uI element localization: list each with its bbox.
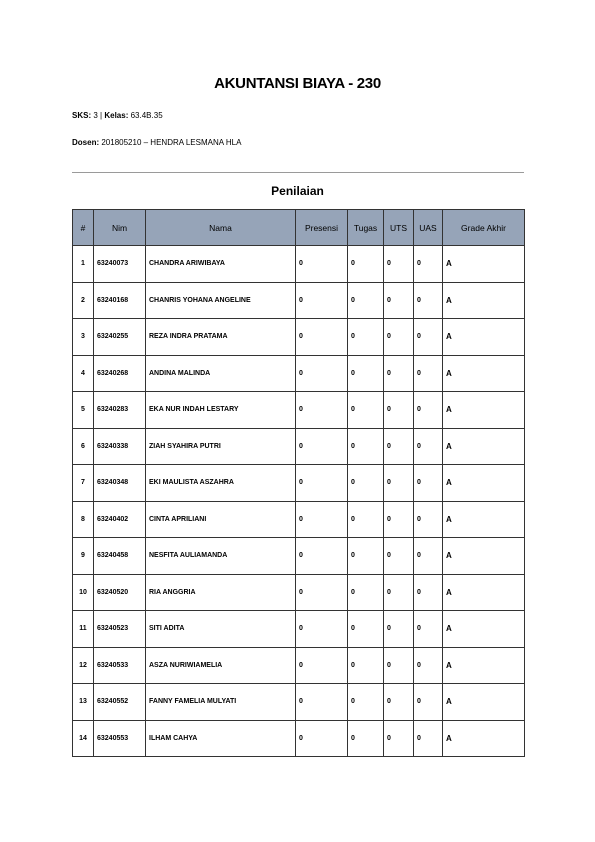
cell-nim: 63240338 — [94, 428, 146, 465]
cell-presensi: 0 — [296, 392, 348, 429]
cell-uts: 0 — [384, 355, 414, 392]
header-uts: UTS — [384, 210, 414, 246]
cell-nim: 63240552 — [94, 684, 146, 721]
table-row — [73, 465, 525, 502]
table-row — [73, 282, 525, 319]
cell-presensi: 0 — [296, 611, 348, 648]
cell-no: 4 — [73, 355, 94, 392]
cell-uas: 0 — [414, 538, 443, 575]
cell-grade-akhir: A — [443, 611, 525, 648]
cell-grade-akhir: A — [443, 647, 525, 684]
cell-no: 6 — [73, 428, 94, 465]
cell-presensi: 0 — [296, 355, 348, 392]
section-title: Penilaian — [271, 184, 324, 198]
cell-uas: 0 — [414, 720, 443, 757]
cell-nama: ZIAH SYAHIRA PUTRI — [146, 428, 296, 465]
kelas-label: Kelas: — [104, 111, 129, 120]
cell-tugas: 0 — [348, 282, 384, 319]
cell-grade-akhir: A — [443, 282, 525, 319]
cell-nama: EKI MAULISTA ASZAHRA — [146, 465, 296, 502]
cell-uts: 0 — [384, 282, 414, 319]
cell-grade-akhir: A — [443, 538, 525, 575]
cell-no: 8 — [73, 501, 94, 538]
cell-tugas: 0 — [348, 355, 384, 392]
cell-presensi: 0 — [296, 538, 348, 575]
cell-grade-akhir: A — [443, 501, 525, 538]
cell-uas: 0 — [414, 319, 443, 356]
cell-presensi: 0 — [296, 465, 348, 502]
cell-presensi: 0 — [296, 684, 348, 721]
cell-uas: 0 — [414, 574, 443, 611]
header-grade-akhir: Grade Akhir — [443, 210, 525, 246]
cell-no: 10 — [73, 574, 94, 611]
cell-no: 14 — [73, 720, 94, 757]
header-nim: Nim — [94, 210, 146, 246]
cell-presensi: 0 — [296, 319, 348, 356]
cell-grade-akhir: A — [443, 720, 525, 757]
cell-no: 5 — [73, 392, 94, 429]
cell-no: 7 — [73, 465, 94, 502]
dosen-value: 201805210 – HENDRA LESMANA HLA — [101, 138, 242, 147]
grades-table — [72, 209, 525, 757]
cell-presensi: 0 — [296, 428, 348, 465]
cell-grade-akhir: A — [443, 355, 525, 392]
cell-tugas: 0 — [348, 428, 384, 465]
table-row — [73, 428, 525, 465]
cell-nim: 63240283 — [94, 392, 146, 429]
cell-nama: SITI ADITA — [146, 611, 296, 648]
cell-no: 13 — [73, 684, 94, 721]
cell-tugas: 0 — [348, 319, 384, 356]
table-row — [73, 246, 525, 283]
course-title: AKUNTANSI BIAYA - 230 — [214, 75, 381, 92]
table-row — [73, 319, 525, 356]
cell-tugas: 0 — [348, 538, 384, 575]
table-row — [73, 684, 525, 721]
cell-nim: 63240348 — [94, 465, 146, 502]
cell-uts: 0 — [384, 720, 414, 757]
cell-tugas: 0 — [348, 611, 384, 648]
cell-uts: 0 — [384, 611, 414, 648]
cell-grade-akhir: A — [443, 428, 525, 465]
course-meta-sks-kelas — [72, 111, 163, 120]
cell-tugas: 0 — [348, 647, 384, 684]
cell-uts: 0 — [384, 684, 414, 721]
sks-label: SKS: — [72, 111, 92, 120]
cell-nama: EKA NUR INDAH LESTARY — [146, 392, 296, 429]
cell-nama: RIA ANGGRIA — [146, 574, 296, 611]
header-uas: UAS — [414, 210, 443, 246]
header-presensi: Presensi — [296, 210, 348, 246]
cell-grade-akhir: A — [443, 392, 525, 429]
cell-uas: 0 — [414, 246, 443, 283]
cell-uts: 0 — [384, 501, 414, 538]
cell-grade-akhir: A — [443, 246, 525, 283]
cell-nim: 63240402 — [94, 501, 146, 538]
cell-no: 11 — [73, 611, 94, 648]
cell-uas: 0 — [414, 355, 443, 392]
cell-grade-akhir: A — [443, 684, 525, 721]
cell-nama: ASZA NURIWIAMELIA — [146, 647, 296, 684]
cell-uas: 0 — [414, 282, 443, 319]
table-row — [73, 647, 525, 684]
cell-tugas: 0 — [348, 392, 384, 429]
cell-presensi: 0 — [296, 501, 348, 538]
cell-uts: 0 — [384, 538, 414, 575]
cell-presensi: 0 — [296, 246, 348, 283]
cell-grade-akhir: A — [443, 574, 525, 611]
cell-uts: 0 — [384, 647, 414, 684]
cell-grade-akhir: A — [443, 319, 525, 356]
cell-tugas: 0 — [348, 465, 384, 502]
cell-tugas: 0 — [348, 574, 384, 611]
cell-uts: 0 — [384, 392, 414, 429]
meta-separator: | — [100, 111, 103, 120]
cell-presensi: 0 — [296, 647, 348, 684]
cell-nim: 63240523 — [94, 611, 146, 648]
sks-value: 3 — [93, 111, 98, 120]
cell-tugas: 0 — [348, 720, 384, 757]
cell-uas: 0 — [414, 465, 443, 502]
cell-nim: 63240553 — [94, 720, 146, 757]
table-row — [73, 538, 525, 575]
header-no: # — [73, 210, 94, 246]
cell-uas: 0 — [414, 611, 443, 648]
cell-presensi: 0 — [296, 574, 348, 611]
cell-nim: 63240520 — [94, 574, 146, 611]
header-nama: Nama — [146, 210, 296, 246]
cell-nama: CINTA APRILIANI — [146, 501, 296, 538]
cell-uas: 0 — [414, 428, 443, 465]
cell-nama: REZA INDRA PRATAMA — [146, 319, 296, 356]
cell-nim: 63240458 — [94, 538, 146, 575]
cell-nim: 63240168 — [94, 282, 146, 319]
table-row — [73, 574, 525, 611]
divider — [72, 172, 524, 173]
header-tugas: Tugas — [348, 210, 384, 246]
table-row — [73, 501, 525, 538]
course-meta-dosen — [72, 138, 241, 147]
cell-grade-akhir: A — [443, 465, 525, 502]
cell-tugas: 0 — [348, 684, 384, 721]
cell-uts: 0 — [384, 574, 414, 611]
cell-nama: ANDINA MALINDA — [146, 355, 296, 392]
cell-nama: ILHAM CAHYA — [146, 720, 296, 757]
cell-presensi: 0 — [296, 282, 348, 319]
kelas-value: 63.4B.35 — [130, 111, 163, 120]
table-header-row — [73, 210, 525, 246]
cell-uts: 0 — [384, 246, 414, 283]
cell-tugas: 0 — [348, 246, 384, 283]
cell-no: 2 — [73, 282, 94, 319]
cell-nama: CHANDRA ARIWIBAYA — [146, 246, 296, 283]
cell-nim: 63240073 — [94, 246, 146, 283]
table-row — [73, 392, 525, 429]
cell-uas: 0 — [414, 392, 443, 429]
table-row — [73, 355, 525, 392]
dosen-label: Dosen: — [72, 138, 100, 147]
table-row — [73, 611, 525, 648]
cell-uts: 0 — [384, 465, 414, 502]
cell-nama: CHANRIS YOHANA ANGELINE — [146, 282, 296, 319]
cell-no: 12 — [73, 647, 94, 684]
cell-uas: 0 — [414, 684, 443, 721]
cell-uts: 0 — [384, 428, 414, 465]
cell-uas: 0 — [414, 501, 443, 538]
cell-nama: NESFITA AULIAMANDA — [146, 538, 296, 575]
cell-uts: 0 — [384, 319, 414, 356]
cell-tugas: 0 — [348, 501, 384, 538]
cell-presensi: 0 — [296, 720, 348, 757]
cell-uas: 0 — [414, 647, 443, 684]
cell-nim: 63240255 — [94, 319, 146, 356]
cell-nama: FANNY FAMELIA MULYATI — [146, 684, 296, 721]
cell-nim: 63240533 — [94, 647, 146, 684]
cell-no: 9 — [73, 538, 94, 575]
table-row — [73, 720, 525, 757]
cell-no: 1 — [73, 246, 94, 283]
cell-nim: 63240268 — [94, 355, 146, 392]
cell-no: 3 — [73, 319, 94, 356]
